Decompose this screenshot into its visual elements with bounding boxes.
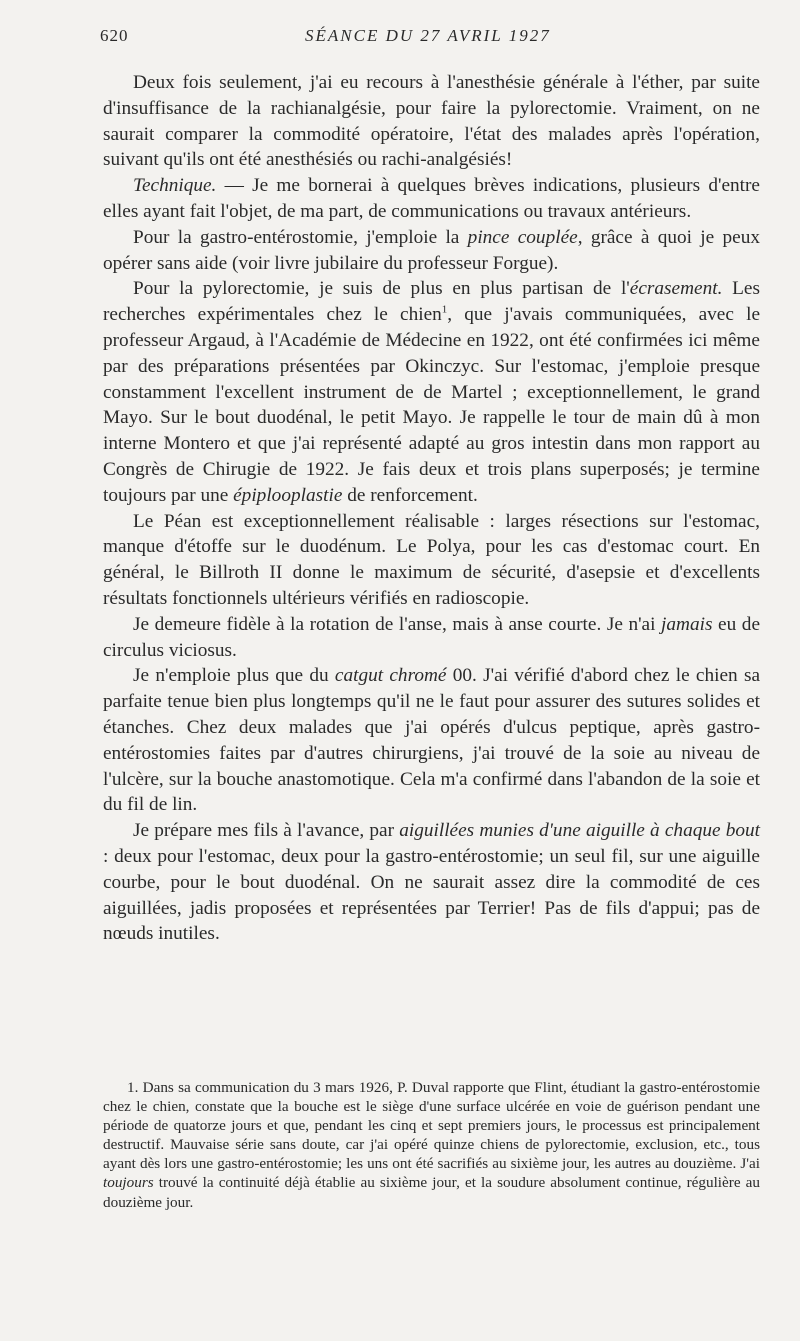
- paragraph-3-emphasis: pince couplée: [467, 226, 578, 248]
- paragraph-2-text: — Je me bornerai à quelques brèves indications, plusieurs d'entre elles ayant fait l'objet, de ma part, de communications ou travaux antérieurs.: [103, 175, 760, 222]
- paragraph-6-text-b: eu de circulus viciosus.: [103, 613, 761, 661]
- paragraph-7-text-b: 00. J'ai vérifié d'abord chez le chien sa parfaite tenue bien plus longtemps qu'il ne le faut pour assurer des sutures solides et étanches. Chez deux malades que j'ai opérés d'ulcus peptique, après gastro-entérostomies faites par d'autres chirurgiens, j'ai trouvé de la soie au niveau de l'ulcère, sur la bouche anastomotique. Cela m'a confirmé dans l'abandon de la soie et du fil de lin.: [103, 665, 761, 816]
- paragraph-6: [103, 612, 760, 664]
- paragraph-4-text-c: , que j'avais communiquées, avec le professeur Argaud, à l'Académie de Médecine en 1922, ont été confirmées ici même par des préparations présentées par Okinczyc. Sur l'estomac, j'emploie presque constamment l'excellent instrument de de Martel ; exceptionnellement, le grand Mayo. Sur le bout duodénal, le petit Mayo. Je rappelle le tour de main dû à mon interne Montero et que j'ai représenté adapté au gros intestin dans mon rapport au Congrès de Chirugie de 1922. Je fais deux et trois plans superposés; je termine toujours par une: [103, 304, 760, 506]
- paragraph-4-text-d: de renforcement.: [342, 484, 478, 506]
- paragraph-3: [103, 225, 760, 277]
- footnote-1: [103, 1078, 760, 1212]
- paragraph-4-emphasis: écrasement.: [629, 278, 723, 300]
- paragraph-5: [103, 509, 760, 612]
- paragraph-5-text: Le Péan est exceptionnellement réalisable : larges résections sur l'estomac, manque d'étoffe sur le duodénum. Le Polya, pour les cas d'estomac court. En général, le Billroth II donne le maximum de sécurité, d'asepsie et d'excellents résultats fonctionnels ultérieurs vérifiés en radioscopie.: [103, 510, 760, 609]
- paragraph-7-emphasis: catgut chromé: [334, 665, 447, 687]
- footnotes: [103, 1078, 760, 1212]
- footnote-1-text-a: 1. Dans sa communication du 3 mars 1926, P. Duval rapporte que Flint, étudiant la gastro-entérostomie chez le chien, constate que la bouche est le siège d'une surface ulcérée en voie de guérison pendant une période de quatorze jours et que, pendant les cinq et sept premiers jours, le processus est principalement destructif. Mauvaise série sans doute, car j'ai opéré quinze chiens de pylorectomie, exclusion, etc., tous ayant dès lors une gastro-entérostomie; les uns ont été sacrifiés au sixième jour, les autres au douzième. J'ai: [103, 1079, 760, 1173]
- page-header: [100, 26, 762, 50]
- body-text: [103, 70, 760, 947]
- footnote-1-text-b: trouvé la continuité déjà établie au sixième jour, et la soudure absolument continue, régulière au douzième jour.: [103, 1174, 760, 1211]
- paragraph-7: [103, 663, 760, 818]
- paragraph-4: [103, 276, 760, 508]
- footnote-1-emphasis: toujours: [103, 1174, 154, 1192]
- paragraph-6-text-a: Je demeure fidèle à la rotation de l'anse, mais à anse courte. Je n'ai: [133, 613, 662, 635]
- paragraph-4-text-b: Les recherches expérimentales chez le chien: [103, 278, 760, 326]
- paragraph-6-emphasis: jamais: [661, 613, 713, 635]
- paragraph-8-text-b: : deux pour l'estomac, deux pour la gastro-entérostomie; un seul fil, sur une aiguille courbe, pour le bout duodénal. On ne saurait assez dire la commodité de ces aiguillées, jadis proposées et représentées par Terrier! Pas de fils d'appui; pas de nœuds inutiles.: [103, 845, 760, 945]
- footnote-reference[interactable]: 1: [441, 303, 448, 316]
- paragraph-4-text-a: Pour la pylorectomie, je suis de plus en plus partisan de l': [133, 278, 630, 300]
- paragraph-8-emphasis: aiguillées munies d'une aiguille à chaque bout: [399, 820, 761, 842]
- technique-heading: Technique.: [133, 175, 217, 197]
- paragraph-1: [103, 70, 760, 173]
- paragraph-4-emphasis-2: épiplooplastie: [233, 484, 343, 506]
- paragraph-3-text-b: , grâce à quoi je peux opérer sans aide (voir livre jubilaire du professeur Forgue).: [103, 226, 760, 274]
- paragraph-2: [103, 173, 760, 225]
- paragraph-3-text-a: Pour la gastro-entérostomie, j'emploie la: [133, 226, 468, 248]
- paragraph-1-text: Deux fois seulement, j'ai eu recours à l'anesthésie générale à l'éther, par suite d'insuffisance de la rachianalgésie, pour faire la pylorectomie. Vraiment, on ne saurait comparer la commodité opératoire, l'état des malades après l'opération, suivant qu'ils ont été anesthésiés ou rachi-analgésiés!: [103, 72, 760, 171]
- page-number: 620: [100, 26, 129, 45]
- paragraph-7-text-a: Je n'emploie plus que du: [133, 665, 335, 687]
- running-title: SÉANCE DU 27 AVRIL 1927: [305, 26, 551, 45]
- paragraph-8: [103, 818, 760, 947]
- paragraph-8-text-a: Je prépare mes fils à l'avance, par: [133, 820, 400, 842]
